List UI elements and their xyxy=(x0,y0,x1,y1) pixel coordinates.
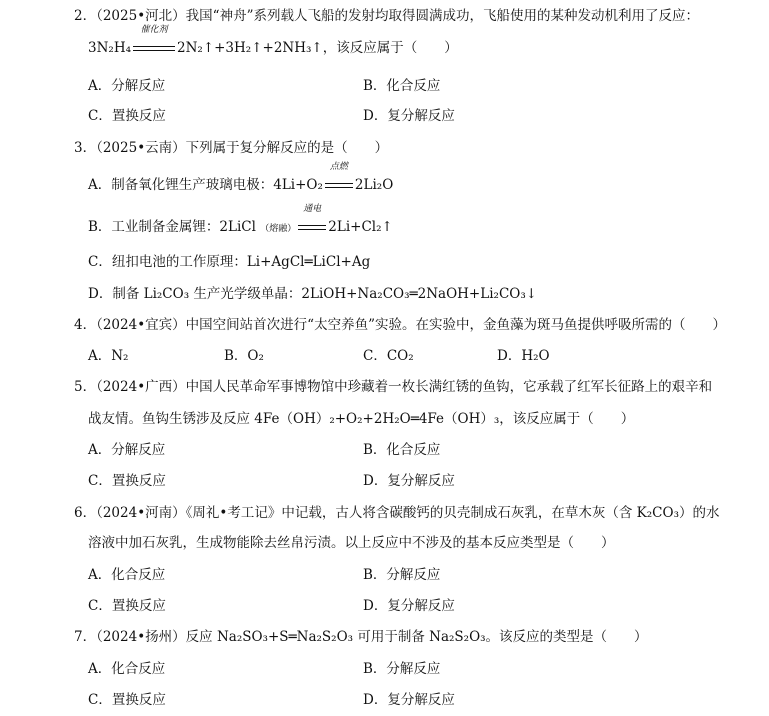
option-c[interactable]: C．纽扣电池的工作原理：Li+AgCl═LiCl+Ag xyxy=(88,254,371,270)
option-d[interactable]: D．复分解反应 xyxy=(363,692,455,708)
reaction-condition xyxy=(297,204,327,237)
question-source: （2024•河南） xyxy=(96,505,186,521)
option-c[interactable]: C．置换反应 xyxy=(88,598,166,614)
question-number: 4． xyxy=(74,317,97,333)
question-number: 5． xyxy=(74,379,97,395)
question-text: 我国“神舟”系列载人飞船的发射均取得圆满成功，飞船使用的某种发动机利用了反应： xyxy=(185,8,699,24)
option-d[interactable]: D．复分解反应 xyxy=(363,598,455,614)
option-a[interactable]: A．化合反应 xyxy=(88,661,166,677)
question-text: 中国空间站首次进行“太空养鱼”实验。在实验中，金鱼藻为斑马鱼提供呼吸所需的（ ） xyxy=(185,317,726,333)
option-d[interactable]: D．制备 Li₂CO₃ 生产光学级单晶：2LiOH+Na₂CO₃═2NaOH+Li₂CO₃↓ xyxy=(88,286,538,302)
question-source: （2024•宜宾） xyxy=(96,317,186,333)
question-number: 2． xyxy=(74,8,97,24)
option-a[interactable] xyxy=(88,162,394,195)
option-d[interactable]: D．复分解反应 xyxy=(363,473,455,489)
question-text: 下列属于复分解反应的是（ ） xyxy=(185,140,389,156)
option-b[interactable]: B．化合反应 xyxy=(363,78,441,94)
option-a-text: A．制备氧化锂生产玻璃电极：4Li+O₂ xyxy=(88,177,323,193)
option-c[interactable]: C．置换反应 xyxy=(88,473,166,489)
option-b-text: B．工业制备金属锂：2LiCl xyxy=(88,219,256,235)
option-b[interactable] xyxy=(88,204,393,239)
question-source: （2024•广西） xyxy=(96,379,186,395)
equation-right: 2N₂↑+3H₂↑+2NH₃↑，该反应属于（ ） xyxy=(177,40,458,56)
option-b[interactable]: B．分解反应 xyxy=(363,661,441,677)
question-6-stem-line2: 溶液中加石灰乳，生成物能除去丝帛污渍。以上反应中不涉及的基本反应类型是（ ） xyxy=(88,535,615,551)
question-2-equation xyxy=(88,25,458,58)
option-a[interactable]: A．N₂ xyxy=(88,348,129,364)
question-4-stem xyxy=(74,315,726,335)
question-number: 6． xyxy=(74,505,97,521)
option-d[interactable]: D．H₂O xyxy=(497,348,550,364)
condition-label: 通电 xyxy=(303,204,322,214)
option-b[interactable]: B．O₂ xyxy=(224,348,264,364)
question-source: （2025•河北） xyxy=(96,8,186,24)
question-source: （2024•扬州） xyxy=(96,629,186,645)
question-source: （2025•云南） xyxy=(96,140,186,156)
question-text: 中国人民革命军事博物馆中珍藏着一枚长满红锈的鱼钩，它承载了红军长征路上的艰辛和 xyxy=(185,379,713,395)
question-2-stem xyxy=(74,6,699,26)
question-5-stem xyxy=(74,377,712,397)
molten-note: （熔融） xyxy=(260,224,297,234)
option-b-product: 2Li+Cl₂↑ xyxy=(328,219,393,235)
question-number: 3． xyxy=(74,140,97,156)
option-c[interactable]: C．置换反应 xyxy=(88,692,166,708)
condition-label: 催化剂 xyxy=(140,25,168,35)
reaction-condition xyxy=(132,25,176,58)
condition-label: 点燃 xyxy=(329,162,348,172)
option-a[interactable]: A．分解反应 xyxy=(88,442,166,458)
option-b[interactable]: B．化合反应 xyxy=(363,442,441,458)
equation-left: 3N₂H₄ xyxy=(88,40,131,56)
question-text: 反应 Na₂SO₃+S═Na₂S₂O₃ 可用于制备 Na₂S₂O₃。该反应的类型是（ ） xyxy=(185,629,648,645)
question-3-stem xyxy=(74,138,388,158)
option-c[interactable]: C．置换反应 xyxy=(88,108,166,124)
option-a-product: 2Li₂O xyxy=(354,177,394,193)
option-a[interactable]: A．化合反应 xyxy=(88,567,166,583)
question-7-stem xyxy=(74,627,648,647)
question-number: 7． xyxy=(74,629,97,645)
question-6-stem xyxy=(74,503,719,523)
option-c[interactable]: C．CO₂ xyxy=(363,348,414,364)
option-d[interactable]: D．复分解反应 xyxy=(363,108,455,124)
reaction-condition xyxy=(324,162,354,195)
option-a[interactable]: A．分解反应 xyxy=(88,78,166,94)
option-b[interactable]: B．分解反应 xyxy=(363,567,441,583)
question-text: 《周礼•考工记》中记载，古人将含碳酸钙的贝壳制成石灰乳，在草木灰（含 K₂CO₃）的水 xyxy=(185,505,720,521)
question-5-stem-line2: 战友情。鱼钩生锈涉及反应 4Fe（OH）₂+O₂+2H₂O═4Fe（OH）₃，该反应属于（ ） xyxy=(88,411,635,427)
